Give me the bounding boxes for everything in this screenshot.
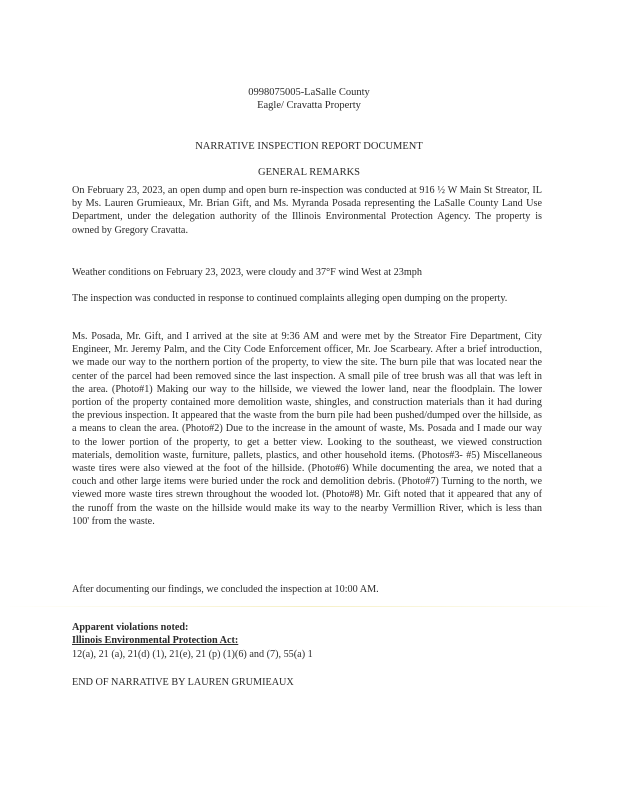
document-title: NARRATIVE INSPECTION REPORT DOCUMENT [195, 141, 423, 152]
violations-act-title: Illinois Environmental Protection Act: [72, 635, 239, 646]
paragraph-site-narrative: Ms. Posada, Mr. Gift, and I arrived at the site at 9:36 AM and were met by the Streator Fire Department, City Engineer, Mr. Jeremy Palm, and the City Code Enforcement officer, Mr. Joe Scarbeary. After a brief introduction, we made our way to the northern portion of the property, to view the site. The burn pile that was located near the center of the parcel had been removed since the last inspection. A small pile of tree brush was all that was left in the area. (Photo#1) Making our way to the hillside, we viewed the lower land, near the floodplain. The lower portion of the property contained more demolition waste, shingles, and construction materials than it had during the previous inspection. It appeared that the waste from the burn pile had been pushed/dumped over the hillside, as a means to clean the area. (Photo#2) Due to the increase in the amount of waste, Ms. Posada and I made our way to the lower portion of the property, to get a better view. Looking to the southeast, we viewed construction materials, demolition waste, furniture, pallets, plastics, and other household items. (Photos#3- #5) Miscellaneous waste tires were also viewed at the foot of the hillside. (Photo#6) While documenting the area, we noted that a couch and other large items were buried under the rock and demolition debris. (Photo#7) Turning to the north, we viewed more waste tires strewn throughout the wooded lot. (Photo#8) Mr. Gift noted that it appeared that any of the runoff from the waste on the hillside would make its way to the nearby Vermillion River, which is less than 100' from the waste. [72, 331, 542, 527]
header-site-id: 0998075005-LaSalle County [248, 87, 370, 98]
paragraph-conclusion: After documenting our findings, we concluded the inspection at 10:00 AM. [72, 584, 379, 595]
violations-heading: Apparent violations noted: [72, 622, 189, 633]
paragraph-complaint: The inspection was conducted in response to continued complaints alleging open dumping on the property. [72, 293, 508, 304]
header-property-name: Eagle/ Cravatta Property [257, 100, 361, 111]
paragraph-inspection-intro: On February 23, 2023, an open dump and open burn re-inspection was conducted at 916 ½ W Main St Streator, IL by Ms. Lauren Grumieaux, Mr. Brian Gift, and Ms. Myranda Posada representing the LaSalle County Land Use Department, under the delegation authority of the Illinois Environmental Protection Agency. The property is owned by Gregory Cravatta. [72, 185, 542, 236]
paragraph-weather: Weather conditions on February 23, 2023, were cloudy and 37°F wind West at 23mph [72, 267, 422, 278]
section-title: GENERAL REMARKS [258, 167, 360, 178]
violations-sections: 12(a), 21 (a), 21(d) (1), 21(e), 21 (p) (1)(6) and (7), 55(a) 1 [72, 649, 313, 660]
scan-artifact-line [0, 606, 618, 607]
closing-line: END OF NARRATIVE BY LAUREN GRUMIEAUX [72, 677, 294, 688]
